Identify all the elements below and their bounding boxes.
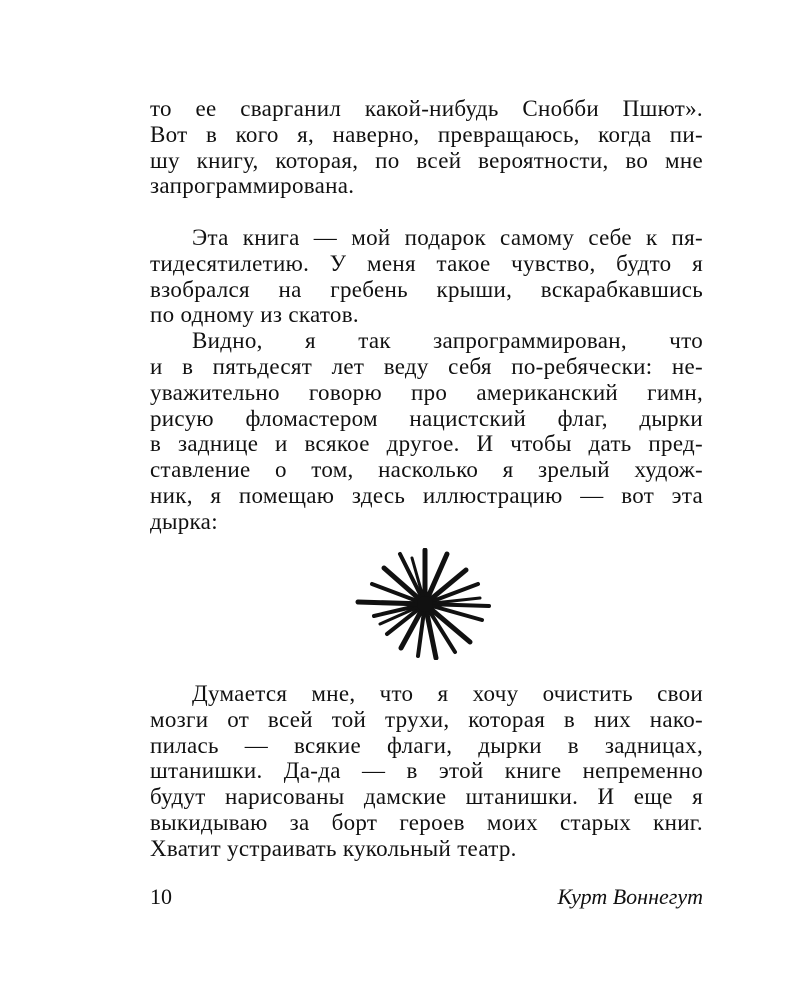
text-line: запрограммирована. — [150, 173, 355, 199]
text-line: по одному из скатов. — [150, 302, 359, 328]
text-line: в заднице и всякое другое. И чтобы дать пред- — [150, 431, 703, 457]
text-line: пилась — всякие флаги, дырки в задницах, — [150, 732, 703, 758]
text-line: ставление о том, насколько я зрелый худож- — [150, 457, 703, 483]
paragraph-1 — [150, 96, 703, 199]
running-title: Курт Воннегут — [557, 884, 703, 909]
paragraph-3 — [150, 681, 703, 862]
text-line: Видно, я так запрограммирован, что — [192, 328, 703, 354]
text-line: взобрался на гребень крыши, вскарабкавшись — [150, 276, 703, 302]
text-line: будут нарисованы дамские штанишки. И еще я — [150, 784, 703, 810]
text-line: выкидываю за борт героев моих старых книг. — [150, 809, 703, 835]
text-line: тидесятилетию. У меня такое чувство, будто я — [150, 250, 703, 276]
text-line: шу книгу, которая, по всей вероятности, во мне — [150, 147, 703, 173]
text-line: Вот в кого я, наверно, превращаюсь, когда пи- — [150, 121, 703, 147]
text-line: штанишки. Да-да — в этой книге непременно — [150, 758, 703, 784]
page-number: 10 — [150, 884, 172, 909]
text-line: дырка: — [150, 508, 218, 534]
text-line: уважительно говорю про американский гимн, — [150, 379, 703, 405]
text-line: ник, я помещаю здесь иллюстрацию — вот эта — [150, 482, 703, 508]
text-line: рисую фломастером нацистский флаг, дырки — [150, 405, 703, 431]
text-line: и в пятьдесят лет веду себя по-ребячески: не- — [150, 353, 703, 379]
text-line: Эта книга — мой подарок самому себе к пя- — [192, 225, 703, 250]
asterisk-star-drawing-icon — [354, 548, 496, 660]
page-footer — [150, 884, 703, 914]
paragraph-2 — [150, 225, 703, 535]
text-line: то ее сварганил какой-нибудь Снобби Пшют». — [150, 96, 703, 121]
text-line: Думается мне, что я хочу очистить свои — [192, 681, 703, 706]
text-line: мозги от всей той трухи, которая в них нако- — [150, 706, 703, 732]
text-line: Хватит устраивать кукольный театр. — [150, 835, 517, 861]
